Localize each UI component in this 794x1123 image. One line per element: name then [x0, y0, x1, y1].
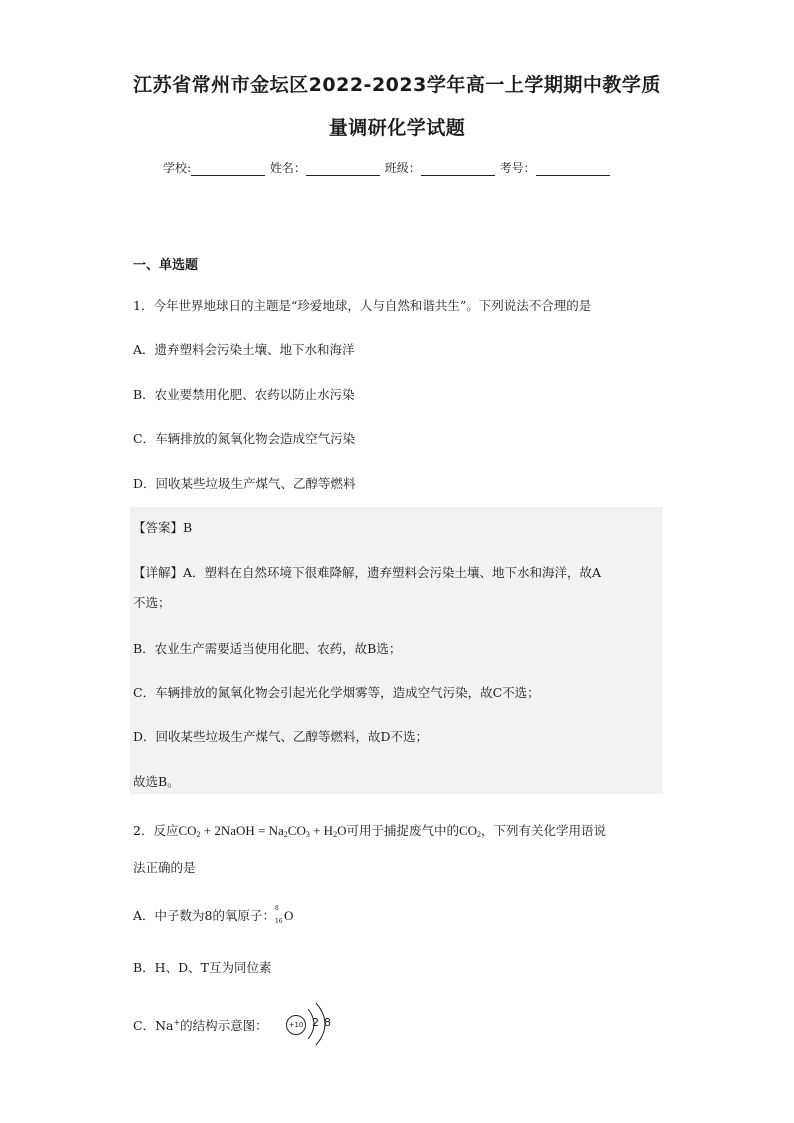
q1-option-c: C．车辆排放的氮氧化物会造成空气污染: [133, 431, 356, 446]
q1-explain-6: 故选B。: [133, 774, 180, 789]
exam-number-label: 考号：: [499, 161, 536, 175]
eq-h-sub: 2: [333, 830, 338, 839]
q1-option-b: B．农业要禁用化肥、农药以防止水污染: [133, 387, 355, 402]
q2-middle: 可用于捕捉废气中的: [346, 823, 459, 838]
student-info-line: [163, 159, 611, 176]
sodium-ion-structure-diagram: [286, 1001, 346, 1051]
nuclide-mass: 8: [274, 905, 279, 912]
exam-title-line1: 江苏省常州市金坛区2022-2023学年高一上学期期中教学质: [133, 74, 661, 96]
name-label: 姓名：: [269, 161, 306, 175]
eq-naoh: + 2NaOH = Na: [200, 823, 284, 838]
school-label: 学校:: [163, 161, 192, 175]
q2-option-c-charge: +: [173, 1017, 181, 1027]
section-title: 一、单选题: [133, 258, 199, 273]
school-blank[interactable]: [191, 162, 265, 176]
q2-option-a: [133, 906, 293, 924]
q2-option-a-text: A．中子数为8的氧原子：: [133, 908, 275, 923]
q2-option-c-text: 的结构示意图：: [180, 1018, 268, 1033]
oxygen-nuclide: [274, 905, 284, 925]
q2-equation: [178, 823, 346, 838]
q2-co2: [459, 823, 481, 838]
q1-explain-4: C．车辆排放的氮氧化物会引起光化学烟雾等，造成空气污染，故C不选；: [133, 685, 540, 700]
class-blank[interactable]: [421, 162, 495, 176]
eq-o: O: [337, 823, 347, 838]
eq-co3: CO: [287, 823, 306, 838]
eq-co3-sub: 3: [305, 830, 310, 839]
class-label: 班级：: [384, 161, 421, 175]
q2-stem-line2: 法正确的是: [133, 860, 196, 875]
q2-prefix: 2．反应: [133, 823, 179, 838]
q2-option-b: B．H、D、T互为同位素: [133, 960, 272, 975]
exam-title-line2: 量调研化学试题: [328, 117, 466, 139]
nucleus: +10: [286, 1015, 306, 1035]
q2-option-c: [133, 1016, 268, 1034]
q2-option-c-na: C．Na: [133, 1018, 174, 1033]
q1-explain-1: 【详解】A．塑料在自然环境下很难降解，遗弃塑料会污染土壤、地下水和海洋，故A: [133, 565, 602, 580]
q1-answer: 【答案】B: [133, 520, 193, 535]
q1-explain-3: B．农业生产需要适当使用化肥、农药，故B选；: [133, 641, 402, 656]
eq-h: + H: [309, 823, 334, 838]
name-blank[interactable]: [306, 162, 380, 176]
eq-na-sub: 2: [283, 830, 288, 839]
co2b-sub: 2: [477, 830, 482, 839]
exam-number-blank[interactable]: [536, 162, 610, 176]
nuclide-number: 16: [274, 918, 283, 925]
q2-stem-line1: [133, 821, 606, 839]
eq-co2-sub: 2: [196, 830, 201, 839]
q1-option-d: D．回收某些垃圾生产煤气、乙醇等燃料: [133, 476, 356, 491]
q1-option-a: A．遗弃塑料会污染土壤、地下水和海洋: [133, 342, 355, 357]
q1-explain-2: 不选；: [133, 595, 171, 610]
shell-1-electrons: 2: [312, 1016, 319, 1029]
nuclide-symbol: O: [283, 908, 294, 923]
shell-2-electrons: 8: [324, 1016, 331, 1029]
q2-suffix: ，下列有关化学用语说: [481, 823, 607, 838]
q1-stem: 1．今年世界地球日的主题是“珍爱地球，人与自然和谐共生”。下列说法不合理的是: [133, 298, 592, 313]
co2b: CO: [458, 823, 478, 838]
q1-explain-5: D．回收某些垃圾生产煤气、乙醇等燃料，故D不选；: [133, 729, 429, 744]
eq-co2: CO: [178, 823, 197, 838]
